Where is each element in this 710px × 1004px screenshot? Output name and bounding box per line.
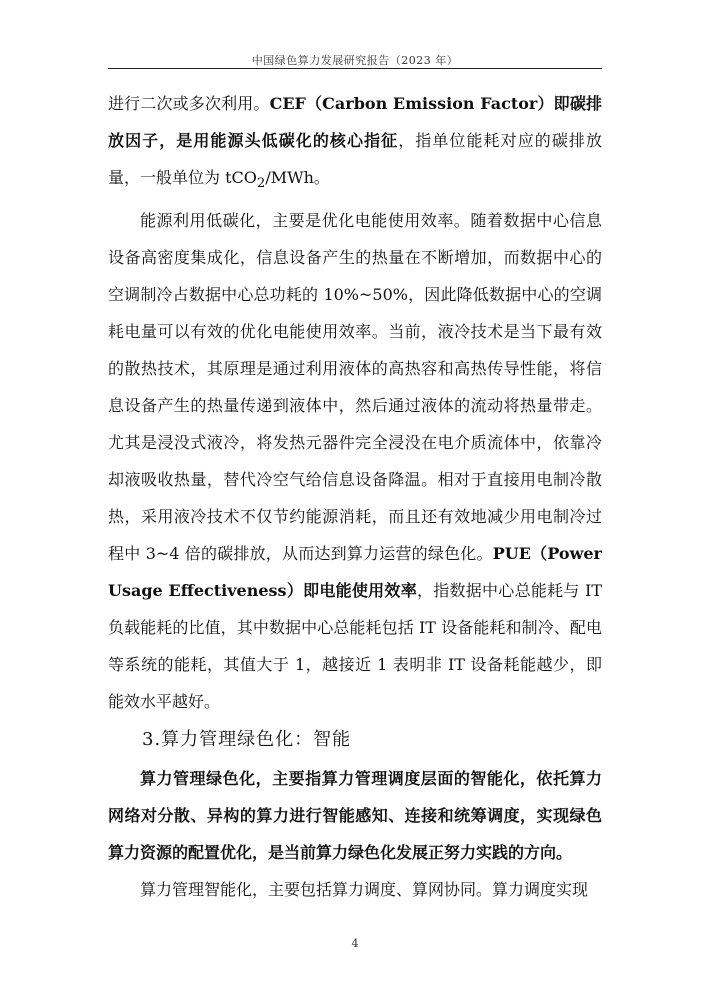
paragraph-management-bold: 算力管理绿色化，主要指算力管理调度层面的智能化，依托算力网络对分散、异构的算力进行智能感知、连接和统筹调度，实现绿色算力资源的配置优化，是当前算力绿色化发展正努力实践的方向。 (108, 769, 602, 863)
page-content (108, 85, 602, 908)
subscript: 2 (256, 176, 266, 192)
paragraph-text: 进行二次或多次利用。 (108, 94, 270, 113)
paragraph-management-intelligence: 算力管理智能化，主要包括算力调度、算网协同。算力调度实现 (140, 880, 589, 900)
paragraph-text: /MWh。 (265, 168, 330, 187)
paragraph-energy-efficiency (108, 202, 602, 720)
paragraph-text: ，指单位能耗对应的碳排放量，一般单位为 tCO (108, 131, 602, 187)
header-rule (108, 68, 602, 69)
cef-definition-bold: CEF（Carbon Emission Factor）即碳排放因子，是用能源头低碳化的核心指征 (108, 94, 602, 150)
paragraph-cef (108, 85, 602, 202)
paragraph-text: 能源利用低碳化，主要是优化电能使用效率。随着数据中心信息设备高密度集成化，信息设备产生的热量在不断增加，而数据中心的空调制冷占数据中心总功耗的 10%~50%，因此降低数据中心的空调耗电量可以有效的优化电能使用效率。当前，液冷技术是当下最有效的散热技术，其原理是通过利用液体的高热容和高热传导性能，将信息设备产生的热量传递到液体中，然后通过液体的流动将热量带走。尤其是浸没式液冷，将发热元器件完全浸没在电介质流体中，依靠冷却液吸收热量，替代冷空气给信息设备降温。相对于直接用电制冷散热，采用液冷技术不仅节约能源消耗，而且还有效地减少用电制冷过程中 3~4 倍的碳排放，从而达到算力运营的绿色化。 (108, 211, 602, 564)
pue-definition-bold: PUE（Power Usage Effectiveness）即电能使用效率 (108, 544, 602, 601)
paragraph-text: ，指数据中心总能耗与 IT 负载能耗的比值，其中数据中心总能耗包括 IT 设备能耗和制冷、配电等系统的能耗，其值大于 1，越接近 1 表明非 IT 设备耗能越少，即能效水平越好。 (108, 581, 602, 712)
page-number: 4 (351, 937, 359, 950)
section-heading: 3.算力管理绿色化：智能 (142, 729, 352, 751)
page-header: 中国绿色算力发展研究报告（2023 年） (251, 54, 459, 67)
